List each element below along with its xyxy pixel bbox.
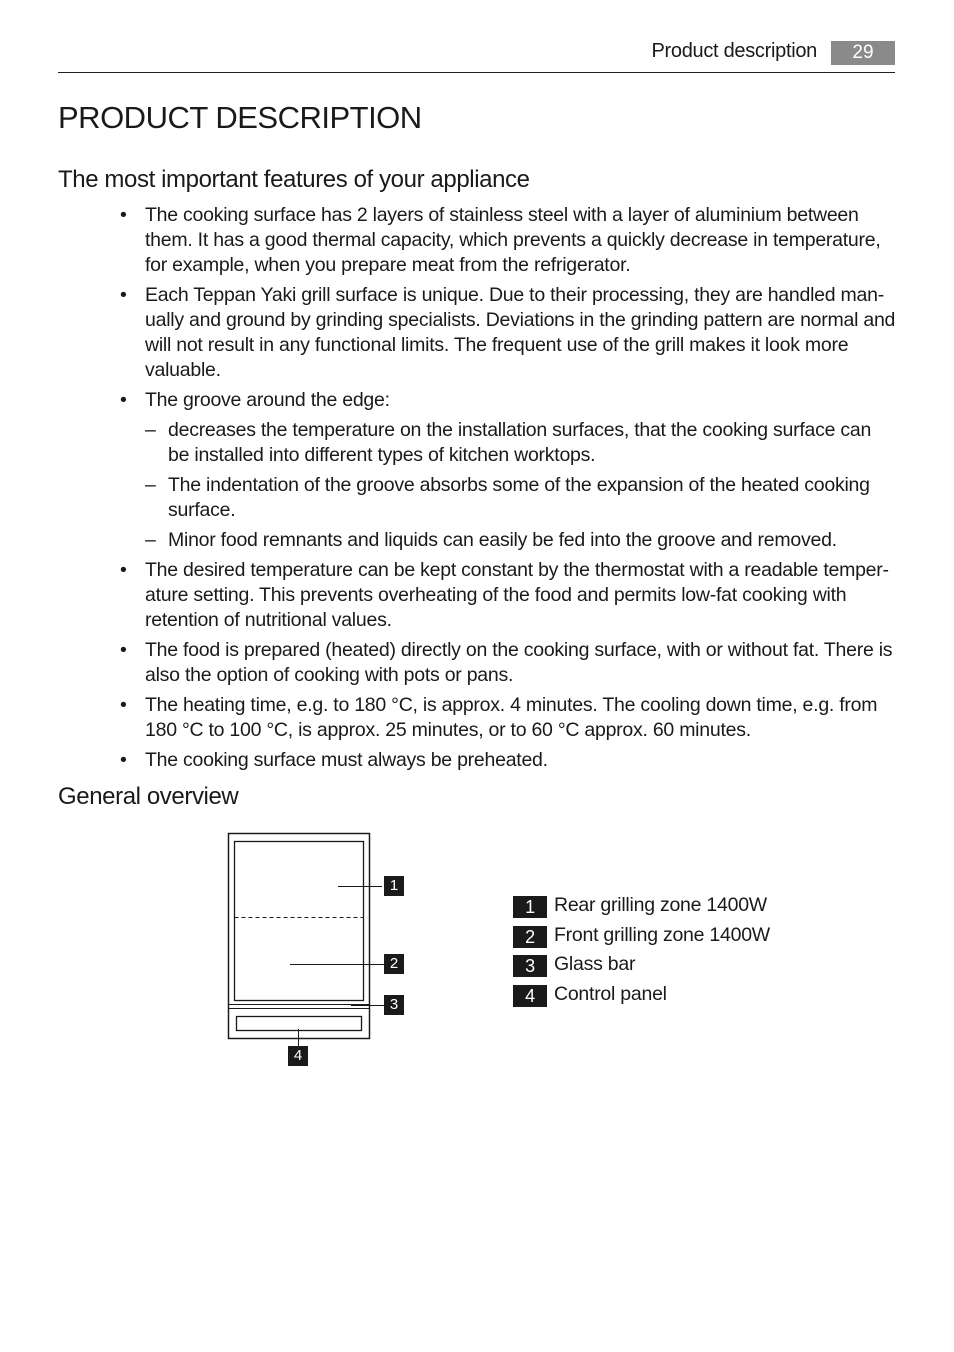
callout-4: 4 [288, 1046, 308, 1066]
sub-list-item-text: decreases the temperature on the installation surfaces, that the cooking surface can be installed into different types of kitchen worktops. [168, 419, 872, 466]
features-heading: The most important features of your appliance [58, 166, 530, 193]
bullet-icon: • [120, 559, 127, 581]
legend-label: Control panel [554, 982, 667, 1005]
list-item-text: The heating time, e.g. to 180 °C, is approx. 4 minutes. The cooling down time, e.g. from 180 °C to 100 °C, is approx. 25 minutes, or to 60 °C approx. 60 minutes. [145, 694, 878, 741]
legend-label: Front grilling zone 1400W [554, 923, 770, 946]
appliance-drawing [218, 825, 418, 1075]
dash-icon: – [145, 474, 156, 496]
list-item-text: Each Teppan Yaki grill surface is unique. Due to their processing, they are handled man- ually and ground by grinding specialists. Deviations in the grinding pattern are normal and will not result in any functional limits. The frequent use of the grill makes it look more valuable. [145, 284, 896, 381]
bullet-icon: • [120, 694, 127, 716]
bullet-icon: • [120, 749, 127, 771]
list-item-text: The desired temperature can be kept constant by the thermostat with a readable temper- ature setting. This prevents overheating of the food and permits low-fat cooking with retention of nutritional values. [145, 559, 889, 631]
list-item [120, 558, 896, 633]
bullet-icon: • [120, 389, 127, 411]
list-item [120, 638, 896, 688]
sub-list-item-text: The indentation of the groove absorbs some of the expansion of the heated cooking surface. [168, 474, 870, 521]
sub-list-item [120, 418, 896, 468]
dash-icon: – [145, 419, 156, 441]
legend-number: 1 [513, 896, 547, 918]
control-panel-outline [237, 1017, 362, 1031]
sub-list-item [120, 473, 896, 523]
page-header [58, 38, 895, 73]
legend-number: 4 [513, 985, 547, 1007]
sub-list-item-text: Minor food remnants and liquids can easily be fed into the groove and removed. [168, 529, 837, 551]
legend-label: Glass bar [554, 953, 636, 975]
legend-number: 2 [513, 926, 547, 948]
list-item [120, 748, 896, 773]
bullet-icon: • [120, 639, 127, 661]
list-item [120, 693, 896, 743]
features-list [120, 203, 896, 778]
callout-3: 3 [384, 995, 404, 1015]
list-item-text: The cooking surface has 2 layers of stainless steel with a layer of aluminium between them. It has a good thermal capacity, which prevents a quickly decrease in temperature, for example, when you prepare meat from the refrigerator. [145, 204, 881, 276]
list-item-text: The food is prepared (heated) directly on the cooking surface, with or without fat. There is also the option of cooking with pots or pans. [145, 639, 893, 686]
page-title: PRODUCT DESCRIPTION [58, 100, 422, 135]
list-item-text: The cooking surface must always be preheated. [145, 749, 548, 771]
list-item-text: The groove around the edge: [145, 389, 390, 411]
dash-icon: – [145, 529, 156, 551]
list-item [120, 388, 896, 413]
overview-heading: General overview [58, 783, 239, 810]
page-number: 29 [831, 41, 895, 65]
header-section-title: Product description [651, 40, 817, 62]
sub-list-item [120, 528, 896, 553]
legend-label: Rear grilling zone 1400W [554, 894, 767, 916]
bullet-icon: • [120, 284, 127, 306]
legend-number: 3 [513, 955, 547, 977]
callout-2: 2 [384, 954, 404, 974]
appliance-frame [229, 834, 370, 1039]
list-item [120, 203, 896, 278]
list-item [120, 283, 896, 383]
grill-surface-outline [235, 842, 364, 1001]
bullet-icon: • [120, 204, 127, 226]
callout-1: 1 [384, 876, 404, 896]
